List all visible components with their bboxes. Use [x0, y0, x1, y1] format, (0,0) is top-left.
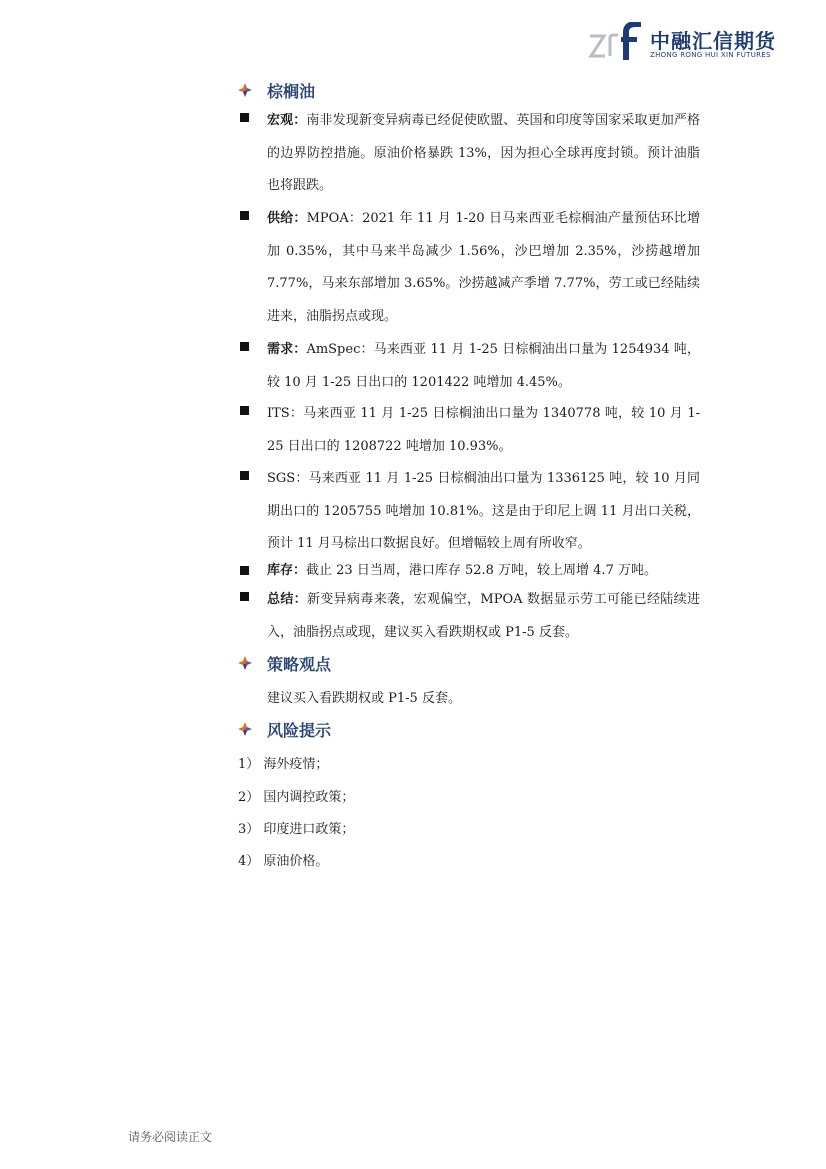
list-item-demand — [240, 334, 700, 399]
risk-item: 1） 海外疫情； — [238, 757, 329, 772]
company-logo — [588, 22, 778, 64]
item-label: 库存： — [267, 563, 307, 578]
item-text: 新变异病毒来袭，宏观偏空，MPOA 数据显示劳工可能已经陆续进入，油脂拐点或现，建议买入看跌期权或 P1-5 反套。 — [267, 592, 700, 640]
risk-item: 3） 印度进口政策； — [238, 822, 355, 837]
item-text: 南非发现新变异病毒已经促使欧盟、英国和印度等国家采取更加严格的边界防控措施。原油价格暴跌 13%，因为担心全球再度封锁。预计油脂也将跟跌。 — [267, 113, 700, 193]
risk-item: 2） 国内调控政策； — [238, 790, 355, 805]
footer-disclaimer: 请务必阅读正文 — [128, 1130, 213, 1144]
zrf-logo-mark — [588, 22, 648, 62]
list-item-inventory — [240, 558, 700, 584]
square-bullet-icon — [240, 566, 249, 575]
list-item-supply — [240, 203, 700, 333]
square-bullet-icon — [240, 471, 249, 480]
risk-item: 4） 原油价格。 — [238, 854, 329, 869]
item-text: 截止 23 日当周，港口库存 52.8 万吨，较上周增 4.7 万吨。 — [306, 563, 657, 578]
square-bullet-icon — [240, 211, 249, 220]
strategy-text: 建议买入看跌期权或 P1-5 反套。 — [267, 691, 461, 706]
list-item-macro — [240, 105, 700, 203]
square-bullet-icon — [240, 592, 249, 601]
square-bullet-icon — [240, 342, 249, 351]
item-label: 宏观： — [267, 113, 307, 128]
diamond-bullet-icon — [238, 722, 252, 736]
section-title: 棕榈油 — [267, 81, 316, 101]
item-text: SGS：马来西亚 11 月 1-25 日棕榈油出口量为 1336125 吨，较 10 月同期出口的 1205755 吨增加 10.81%。这是由于印尼上调 11 月出口关税，预计 11 月马棕出口数据良好。但增幅较上周有所收窄。 — [267, 471, 700, 551]
section-heading-palm-oil — [238, 78, 315, 102]
item-label: 总结： — [267, 592, 308, 607]
section-title: 策略观点 — [267, 654, 332, 674]
section-heading-strategy — [238, 651, 331, 675]
section-title: 风险提示 — [267, 720, 332, 740]
diamond-bullet-icon — [238, 83, 252, 97]
logo-english-name: ZHONG RONG HUI XIN FUTURES — [650, 51, 771, 59]
list-item-summary — [240, 584, 700, 649]
square-bullet-icon — [240, 406, 249, 415]
item-text: ITS：马来西亚 11 月 1-25 日棕榈油出口量为 1340778 吨，较 10 月 1-25 日出口的 1208722 吨增加 10.93%。 — [267, 406, 700, 454]
list-item-sgs — [240, 463, 700, 561]
diamond-bullet-icon — [238, 656, 252, 670]
item-text: MPOA：2021 年 11 月 1-20 日马来西亚毛棕榈油产量预估环比增加 0.35%，其中马来半岛减少 1.56%，沙巴增加 2.35%，沙捞越增加 7.77%，马来东部增加 3.65%。沙捞越减产季增 7.77%，劳工或已经陆续进来，油脂拐点或现。 — [267, 211, 700, 324]
item-label: 需求： — [267, 342, 307, 357]
item-text: AmSpec：马来西亚 11 月 1-25 日棕榈油出口量为 1254934 吨，较 10 月 1-25 日出口的 1201422 吨增加 4.45%。 — [267, 342, 700, 390]
logo-chinese-name: 中融汇信期货 — [650, 29, 776, 53]
section-heading-risk — [238, 717, 331, 741]
item-label: 供给： — [267, 211, 307, 226]
square-bullet-icon — [240, 113, 249, 122]
list-item-its — [240, 398, 700, 463]
